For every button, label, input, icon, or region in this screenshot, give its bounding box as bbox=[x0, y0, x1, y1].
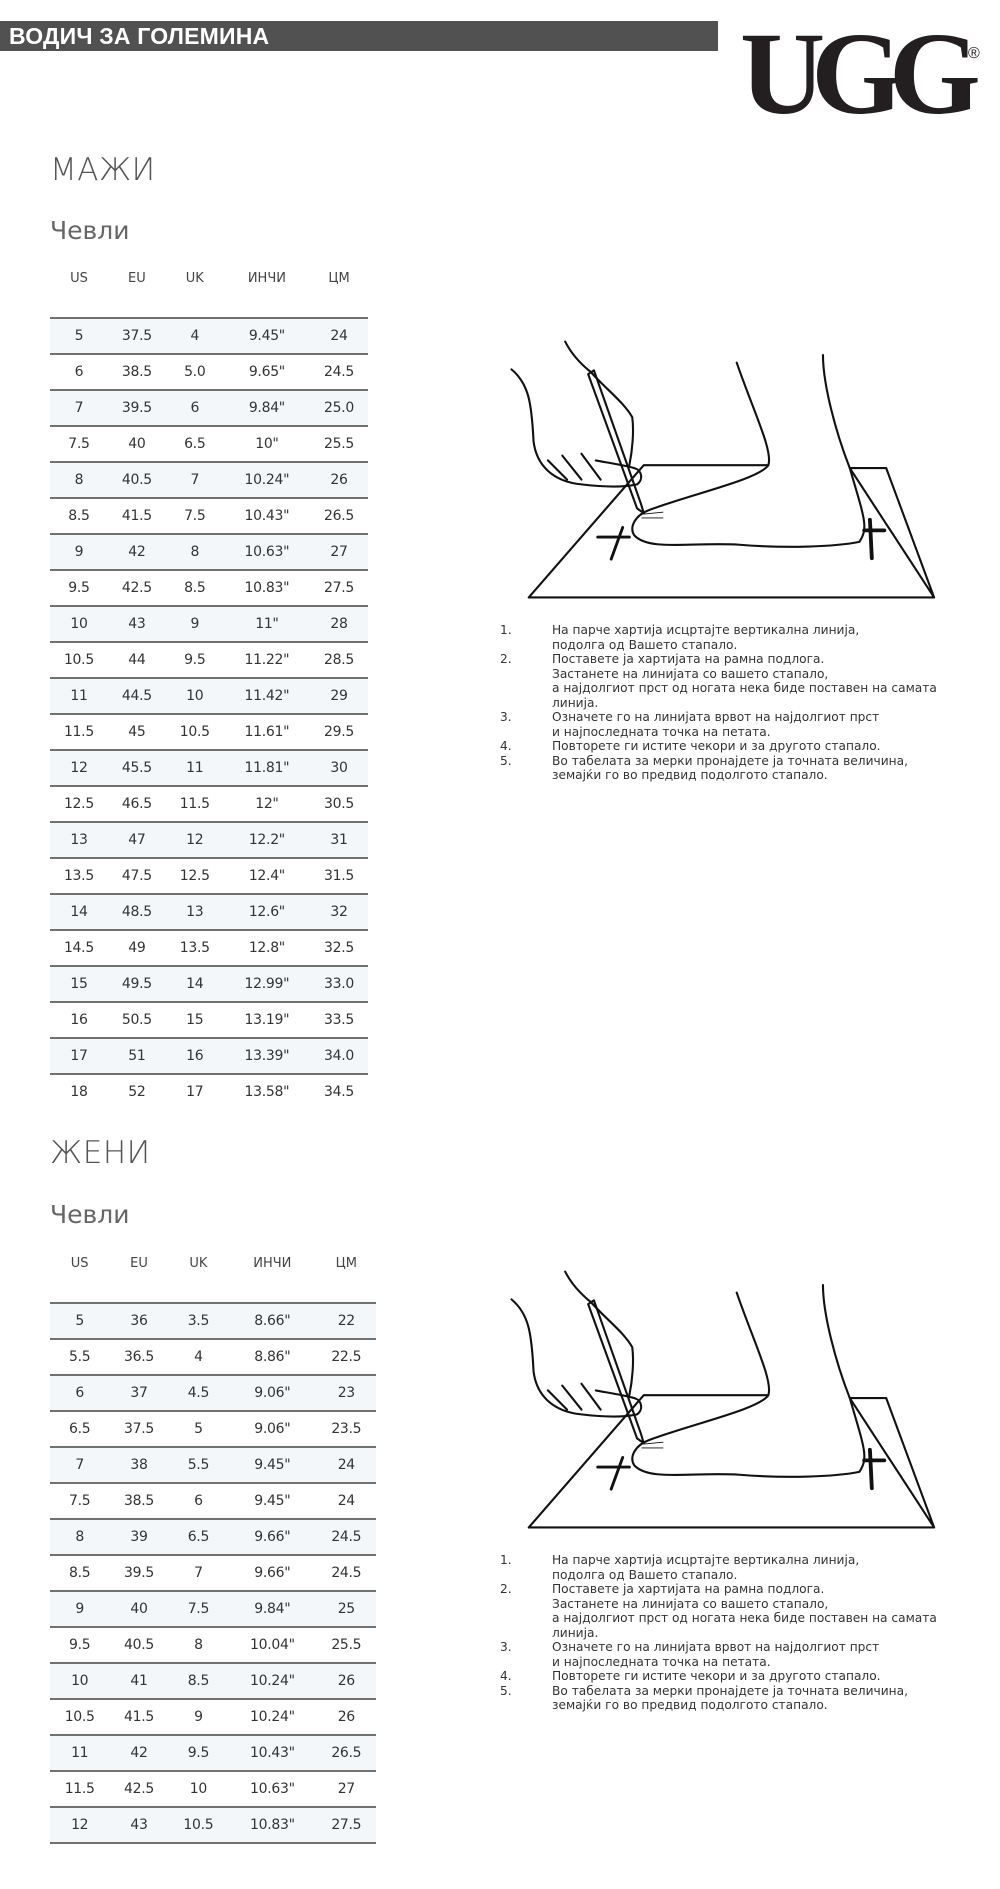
cell-uk: 11.5 bbox=[166, 786, 224, 822]
cell-eu: 42.5 bbox=[109, 1771, 168, 1807]
cell-cm: 25.5 bbox=[310, 426, 368, 462]
cell-us: 11 bbox=[50, 678, 108, 714]
cell-cm: 24.5 bbox=[310, 354, 368, 390]
cell-uk: 4 bbox=[166, 318, 224, 354]
cell-eu: 48.5 bbox=[108, 894, 166, 930]
table-row bbox=[50, 606, 368, 642]
cell-uk: 7 bbox=[166, 462, 224, 498]
cell-uk: 17 bbox=[166, 1074, 224, 1109]
cell-cm: 22 bbox=[317, 1303, 376, 1339]
cell-inches: 9.66" bbox=[228, 1519, 317, 1555]
cell-inches: 11" bbox=[224, 606, 310, 642]
cell-cm: 33.0 bbox=[310, 966, 368, 1002]
col-cm: ЦМ bbox=[328, 271, 350, 286]
cell-eu: 44 bbox=[108, 642, 166, 678]
cell-eu: 45.5 bbox=[108, 750, 166, 786]
cell-us: 17 bbox=[50, 1038, 108, 1074]
cell-eu: 43 bbox=[109, 1807, 168, 1843]
cell-us: 9.5 bbox=[50, 570, 108, 606]
cell-uk: 10 bbox=[169, 1771, 228, 1807]
cell-inches: 12" bbox=[224, 786, 310, 822]
cell-eu: 37.5 bbox=[108, 318, 166, 354]
cell-us: 8 bbox=[50, 1519, 109, 1555]
cell-us: 6 bbox=[50, 354, 108, 390]
instruction-step bbox=[500, 710, 980, 739]
cell-eu: 39 bbox=[109, 1519, 168, 1555]
cell-inches: 13.39" bbox=[224, 1038, 310, 1074]
men-section-title: МАЖИ bbox=[50, 152, 156, 188]
cell-us: 10 bbox=[50, 606, 108, 642]
cell-inches: 9.84" bbox=[224, 390, 310, 426]
cell-cm: 24 bbox=[317, 1483, 376, 1519]
step-text: Повторете ги истите чекори и за другото стапало. bbox=[552, 739, 881, 753]
step-text: Во табелата за мерки пронајдете ја точната величина, земајќи го во предвид подолгото стапало. bbox=[552, 1683, 908, 1712]
cell-uk: 12 bbox=[166, 822, 224, 858]
cell-uk: 7.5 bbox=[166, 498, 224, 534]
col-eu: EU bbox=[130, 1256, 148, 1271]
cell-us: 12.5 bbox=[50, 786, 108, 822]
step-text: Повторете ги истите чекори и за другото стапало. bbox=[552, 1669, 881, 1683]
table-row bbox=[50, 1303, 376, 1339]
cell-us: 15 bbox=[50, 966, 108, 1002]
cell-us: 8 bbox=[50, 462, 108, 498]
cell-uk: 14 bbox=[166, 966, 224, 1002]
instruction-step bbox=[500, 1684, 980, 1713]
cell-inches: 8.86" bbox=[228, 1339, 317, 1375]
cell-cm: 26 bbox=[317, 1663, 376, 1699]
cell-uk: 4.5 bbox=[169, 1375, 228, 1411]
pen bbox=[588, 1300, 644, 1443]
cell-us: 16 bbox=[50, 1002, 108, 1038]
cell-eu: 39.5 bbox=[109, 1555, 168, 1591]
cell-us: 6.5 bbox=[50, 1411, 109, 1447]
cell-inches: 9.06" bbox=[228, 1411, 317, 1447]
cell-eu: 36.5 bbox=[109, 1339, 168, 1375]
cell-cm: 32.5 bbox=[310, 930, 368, 966]
cell-uk: 5.5 bbox=[169, 1447, 228, 1483]
cell-uk: 8.5 bbox=[166, 570, 224, 606]
cell-eu: 39.5 bbox=[108, 390, 166, 426]
cell-inches: 12.99" bbox=[224, 966, 310, 1002]
cell-uk: 8 bbox=[169, 1627, 228, 1663]
cell-uk: 10 bbox=[166, 678, 224, 714]
table-row bbox=[50, 1555, 376, 1591]
cell-cm: 25.0 bbox=[310, 390, 368, 426]
foot-measuring-icon bbox=[500, 1255, 960, 1545]
cell-eu: 49 bbox=[108, 930, 166, 966]
cell-cm: 29 bbox=[310, 678, 368, 714]
cell-cm: 30.5 bbox=[310, 786, 368, 822]
cell-cm: 34.0 bbox=[310, 1038, 368, 1074]
cell-cm: 26 bbox=[310, 462, 368, 498]
cell-eu: 43 bbox=[108, 606, 166, 642]
cell-cm: 26.5 bbox=[310, 498, 368, 534]
cell-cm: 28 bbox=[310, 606, 368, 642]
table-row bbox=[50, 426, 368, 462]
logo-text: UGG bbox=[740, 18, 967, 128]
table-row bbox=[50, 786, 368, 822]
cell-cm: 27.5 bbox=[317, 1807, 376, 1843]
table-row bbox=[50, 1663, 376, 1699]
cell-us: 11.5 bbox=[50, 1771, 109, 1807]
cell-us: 18 bbox=[50, 1074, 108, 1109]
cell-eu: 37.5 bbox=[109, 1411, 168, 1447]
cell-eu: 44.5 bbox=[108, 678, 166, 714]
cell-inches: 10.63" bbox=[224, 534, 310, 570]
table-row bbox=[50, 1447, 376, 1483]
table-row bbox=[50, 750, 368, 786]
cell-inches: 10.04" bbox=[228, 1627, 317, 1663]
cell-eu: 40.5 bbox=[109, 1627, 168, 1663]
cell-cm: 28.5 bbox=[310, 642, 368, 678]
cell-eu: 40 bbox=[109, 1591, 168, 1627]
table-row bbox=[50, 858, 368, 894]
cell-uk: 9 bbox=[166, 606, 224, 642]
cell-us: 12 bbox=[50, 1807, 109, 1843]
cell-us: 9.5 bbox=[50, 1627, 109, 1663]
toe-mark bbox=[598, 1458, 630, 1490]
men-section-subtitle: Чевли bbox=[50, 216, 130, 245]
cell-inches: 8.66" bbox=[228, 1303, 317, 1339]
cell-cm: 26.5 bbox=[317, 1735, 376, 1771]
cell-us: 13.5 bbox=[50, 858, 108, 894]
table-row bbox=[50, 822, 368, 858]
cell-inches: 10.24" bbox=[224, 462, 310, 498]
cell-cm: 33.5 bbox=[310, 1002, 368, 1038]
table-row bbox=[50, 1807, 376, 1843]
cell-inches: 9.84" bbox=[228, 1591, 317, 1627]
cell-eu: 38 bbox=[109, 1447, 168, 1483]
cell-eu: 51 bbox=[108, 1038, 166, 1074]
col-cm: ЦМ bbox=[335, 1256, 357, 1271]
step-number: 4. bbox=[500, 1669, 512, 1683]
cell-us: 9 bbox=[50, 1591, 109, 1627]
step-text: На парче хартија исцртајте вертикална линија, подолга од Вашето стапало. bbox=[552, 623, 860, 652]
cell-uk: 9 bbox=[169, 1699, 228, 1735]
cell-uk: 6.5 bbox=[169, 1519, 228, 1555]
cell-inches: 9.45" bbox=[228, 1483, 317, 1519]
cell-us: 7 bbox=[50, 390, 108, 426]
cell-us: 8.5 bbox=[50, 498, 108, 534]
table-row bbox=[50, 894, 368, 930]
cell-cm: 27 bbox=[317, 1771, 376, 1807]
cell-us: 7.5 bbox=[50, 426, 108, 462]
cell-inches: 12.6" bbox=[224, 894, 310, 930]
cell-us: 8.5 bbox=[50, 1555, 109, 1591]
table-row bbox=[50, 354, 368, 390]
cell-us: 10 bbox=[50, 1663, 109, 1699]
table-row bbox=[50, 318, 368, 354]
cell-uk: 7.5 bbox=[169, 1591, 228, 1627]
cell-inches: 13.19" bbox=[224, 1002, 310, 1038]
cell-inches: 13.58" bbox=[224, 1074, 310, 1109]
step-number: 1. bbox=[500, 623, 512, 637]
foot-outline bbox=[632, 1285, 864, 1477]
table-row bbox=[50, 930, 368, 966]
cell-us: 10.5 bbox=[50, 1699, 109, 1735]
cell-us: 12 bbox=[50, 750, 108, 786]
table-row bbox=[50, 1339, 376, 1375]
heel-mark bbox=[864, 1450, 884, 1488]
col-eu: EU bbox=[127, 271, 146, 286]
cell-eu: 42 bbox=[109, 1735, 168, 1771]
col-us: US bbox=[70, 271, 88, 286]
women-section-title: ЖЕНИ bbox=[50, 1135, 151, 1171]
cell-cm: 34.5 bbox=[310, 1074, 368, 1109]
step-text: Поставете ја хартијата на рамна подлога. Застанете на линијата со вашето стапало, а најдолгиот прст од ногата нека биде поставен на самата линија. bbox=[552, 652, 937, 710]
toe-mark bbox=[598, 528, 630, 560]
women-size-table bbox=[50, 1250, 376, 1844]
cell-eu: 38.5 bbox=[108, 354, 166, 390]
step-number: 2. bbox=[500, 1582, 512, 1596]
instructions-list-women bbox=[500, 1553, 980, 1713]
step-number: 2. bbox=[500, 652, 512, 666]
cell-inches: 9.66" bbox=[228, 1555, 317, 1591]
cell-cm: 24.5 bbox=[317, 1555, 376, 1591]
cell-eu: 46.5 bbox=[108, 786, 166, 822]
registered-mark: ® bbox=[968, 45, 980, 62]
cell-us: 11.5 bbox=[50, 714, 108, 750]
cell-cm: 26 bbox=[317, 1699, 376, 1735]
cell-eu: 41.5 bbox=[109, 1699, 168, 1735]
table-row bbox=[50, 390, 368, 426]
cell-inches: 10.24" bbox=[228, 1663, 317, 1699]
cell-us: 5 bbox=[50, 1303, 109, 1339]
cell-uk: 11 bbox=[166, 750, 224, 786]
table-row bbox=[50, 534, 368, 570]
cell-eu: 40.5 bbox=[108, 462, 166, 498]
table-row bbox=[50, 462, 368, 498]
cell-us: 5.5 bbox=[50, 1339, 109, 1375]
foot-measuring-illustration-women bbox=[500, 1255, 960, 1545]
col-uk: UK bbox=[185, 271, 204, 286]
foot-outline bbox=[632, 355, 864, 547]
cell-inches: 11.42" bbox=[224, 678, 310, 714]
table-row bbox=[50, 1002, 368, 1038]
cell-us: 5 bbox=[50, 318, 108, 354]
cell-inches: 9.65" bbox=[224, 354, 310, 390]
cell-uk: 10.5 bbox=[166, 714, 224, 750]
cell-cm: 29.5 bbox=[310, 714, 368, 750]
col-us: US bbox=[70, 1256, 89, 1271]
cell-inches: 11.22" bbox=[224, 642, 310, 678]
cell-uk: 13 bbox=[166, 894, 224, 930]
table-row bbox=[50, 1591, 376, 1627]
cell-us: 13 bbox=[50, 822, 108, 858]
col-uk: UK bbox=[189, 1256, 208, 1271]
cell-uk: 13.5 bbox=[166, 930, 224, 966]
step-text: Во табелата за мерки пронајдете ја точната величина, земајќи го во предвид подолгото стапало. bbox=[552, 753, 908, 782]
step-number: 3. bbox=[500, 1640, 512, 1654]
cell-cm: 31.5 bbox=[310, 858, 368, 894]
cell-cm: 31 bbox=[310, 822, 368, 858]
table-row bbox=[50, 714, 368, 750]
cell-cm: 23.5 bbox=[317, 1411, 376, 1447]
col-inches: ИНЧИ bbox=[253, 1256, 292, 1271]
cell-cm: 27 bbox=[310, 534, 368, 570]
instruction-step bbox=[500, 1582, 980, 1640]
step-number: 3. bbox=[500, 710, 512, 724]
men-size-table bbox=[50, 265, 368, 1109]
step-number: 5. bbox=[500, 1683, 512, 1698]
cell-us: 14.5 bbox=[50, 930, 108, 966]
cell-eu: 52 bbox=[108, 1074, 166, 1109]
table-row bbox=[50, 570, 368, 606]
cell-us: 7.5 bbox=[50, 1483, 109, 1519]
cell-inches: 11.61" bbox=[224, 714, 310, 750]
cell-uk: 15 bbox=[166, 1002, 224, 1038]
table-row bbox=[50, 642, 368, 678]
table-row bbox=[50, 1038, 368, 1074]
cell-cm: 30 bbox=[310, 750, 368, 786]
cell-cm: 22.5 bbox=[317, 1339, 376, 1375]
cell-eu: 49.5 bbox=[108, 966, 166, 1002]
cell-inches: 9.06" bbox=[228, 1375, 317, 1411]
cell-uk: 8.5 bbox=[169, 1663, 228, 1699]
cell-uk: 3.5 bbox=[169, 1303, 228, 1339]
page-title: ВОДИЧ ЗА ГОЛЕМИНА bbox=[9, 23, 270, 49]
table-row bbox=[50, 1771, 376, 1807]
pen bbox=[588, 370, 644, 513]
instruction-step bbox=[500, 623, 980, 652]
step-text: Поставете ја хартијата на рамна подлога. Застанете на линијата со вашето стапало, а најдолгиот прст од ногата нека биде поставен на самата линија. bbox=[552, 1582, 937, 1640]
table-row bbox=[50, 1735, 376, 1771]
instructions-list-men bbox=[500, 623, 980, 783]
table-header-row bbox=[50, 265, 368, 318]
cell-eu: 47.5 bbox=[108, 858, 166, 894]
instruction-step bbox=[500, 1640, 980, 1669]
cell-uk: 6 bbox=[169, 1483, 228, 1519]
cell-uk: 5 bbox=[169, 1411, 228, 1447]
cell-uk: 6.5 bbox=[166, 426, 224, 462]
cell-uk: 8 bbox=[166, 534, 224, 570]
heel-mark bbox=[864, 520, 884, 558]
cell-inches: 10.43" bbox=[228, 1735, 317, 1771]
table-row bbox=[50, 498, 368, 534]
cell-uk: 16 bbox=[166, 1038, 224, 1074]
step-text: Означете го на линијата врвот на најдолгиот прст и најпоследната точка на петата. bbox=[552, 1640, 880, 1669]
cell-inches: 12.8" bbox=[224, 930, 310, 966]
cell-cm: 27.5 bbox=[310, 570, 368, 606]
cell-us: 10.5 bbox=[50, 642, 108, 678]
cell-inches: 10.83" bbox=[224, 570, 310, 606]
cell-cm: 32 bbox=[310, 894, 368, 930]
cell-inches: 12.2" bbox=[224, 822, 310, 858]
instruction-step bbox=[500, 754, 980, 783]
ugg-logo-icon bbox=[740, 18, 985, 128]
step-number: 1. bbox=[500, 1553, 512, 1567]
cell-inches: 9.45" bbox=[228, 1447, 317, 1483]
cell-inches: 10.43" bbox=[224, 498, 310, 534]
step-number: 4. bbox=[500, 739, 512, 753]
cell-us: 6 bbox=[50, 1375, 109, 1411]
cell-us: 11 bbox=[50, 1735, 109, 1771]
cell-eu: 37 bbox=[109, 1375, 168, 1411]
cell-eu: 36 bbox=[109, 1303, 168, 1339]
table-row bbox=[50, 678, 368, 714]
cell-us: 7 bbox=[50, 1447, 109, 1483]
cell-cm: 24 bbox=[317, 1447, 376, 1483]
cell-eu: 40 bbox=[108, 426, 166, 462]
cell-cm: 24.5 bbox=[317, 1519, 376, 1555]
table-row bbox=[50, 1074, 368, 1109]
table-row bbox=[50, 1519, 376, 1555]
cell-eu: 47 bbox=[108, 822, 166, 858]
cell-cm: 25.5 bbox=[317, 1627, 376, 1663]
instruction-step bbox=[500, 1669, 980, 1684]
cell-us: 9 bbox=[50, 534, 108, 570]
cell-inches: 10.24" bbox=[228, 1699, 317, 1735]
table-row bbox=[50, 1375, 376, 1411]
cell-inches: 12.4" bbox=[224, 858, 310, 894]
cell-eu: 45 bbox=[108, 714, 166, 750]
table-row bbox=[50, 1627, 376, 1663]
table-row bbox=[50, 1483, 376, 1519]
step-number: 5. bbox=[500, 753, 512, 768]
foot-measuring-illustration-men bbox=[500, 325, 960, 615]
cell-cm: 24 bbox=[310, 318, 368, 354]
cell-eu: 42.5 bbox=[108, 570, 166, 606]
col-inches: ИНЧИ bbox=[247, 271, 286, 286]
cell-eu: 42 bbox=[108, 534, 166, 570]
cell-eu: 41.5 bbox=[108, 498, 166, 534]
cell-inches: 11.81" bbox=[224, 750, 310, 786]
table-header-row bbox=[50, 1250, 376, 1303]
women-section-subtitle: Чевли bbox=[50, 1200, 130, 1229]
instruction-step bbox=[500, 652, 980, 710]
cell-uk: 4 bbox=[169, 1339, 228, 1375]
cell-eu: 38.5 bbox=[109, 1483, 168, 1519]
cell-cm: 23 bbox=[317, 1375, 376, 1411]
table-row bbox=[50, 1411, 376, 1447]
cell-inches: 10" bbox=[224, 426, 310, 462]
cell-uk: 10.5 bbox=[169, 1807, 228, 1843]
step-text: Означете го на линијата врвот на најдолгиот прст и најпоследната точка на петата. bbox=[552, 710, 880, 739]
table-row bbox=[50, 1699, 376, 1735]
cell-inches: 10.63" bbox=[228, 1771, 317, 1807]
cell-uk: 9.5 bbox=[166, 642, 224, 678]
ugg-logo bbox=[740, 18, 985, 128]
cell-cm: 25 bbox=[317, 1591, 376, 1627]
cell-inches: 9.45" bbox=[224, 318, 310, 354]
cell-eu: 41 bbox=[109, 1663, 168, 1699]
table-row bbox=[50, 966, 368, 1002]
cell-eu: 50.5 bbox=[108, 1002, 166, 1038]
cell-us: 14 bbox=[50, 894, 108, 930]
foot-measuring-icon bbox=[500, 325, 960, 615]
cell-uk: 9.5 bbox=[169, 1735, 228, 1771]
cell-uk: 12.5 bbox=[166, 858, 224, 894]
instruction-step bbox=[500, 1553, 980, 1582]
cell-uk: 7 bbox=[169, 1555, 228, 1591]
cell-uk: 5.0 bbox=[166, 354, 224, 390]
header-bar bbox=[0, 21, 718, 51]
cell-inches: 10.83" bbox=[228, 1807, 317, 1843]
instruction-step bbox=[500, 739, 980, 754]
step-text: На парче хартија исцртајте вертикална линија, подолга од Вашето стапало. bbox=[552, 1553, 860, 1582]
cell-uk: 6 bbox=[166, 390, 224, 426]
